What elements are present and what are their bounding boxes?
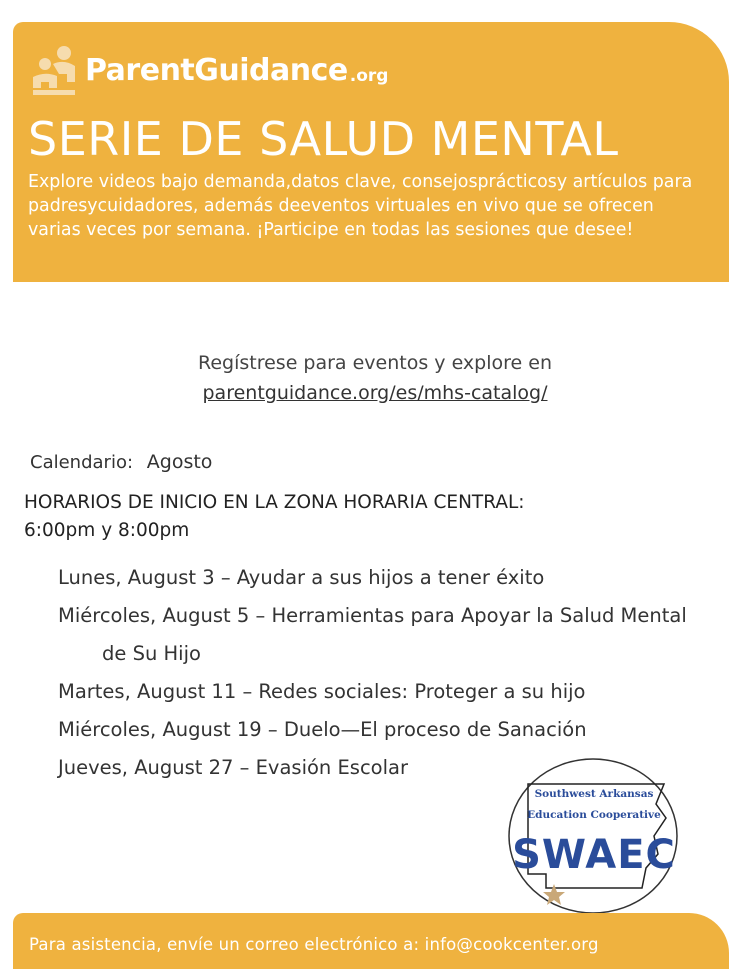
list-item: Miércoles, August 19 – Duelo—El proceso de Sanación (58, 718, 587, 741)
start-times-values: 6:00pm y 8:00pm (24, 520, 190, 541)
calendar-line (30, 451, 212, 473)
intro-paragraph: Explore videos bajo demanda,datos clave, consejosprácticosy artículos para padresycuidadores, además deeventos virtuales en vivo que se ofrecen varias veces por semana. ¡Participe en todas las sesiones que desee! (28, 172, 693, 240)
family-icon (31, 44, 79, 96)
badge-line-2: Education Cooperative (527, 809, 661, 821)
list-item: Martes, August 11 – Redes sociales: Proteger a su hijo (58, 680, 586, 703)
badge-line-1: Southwest Arkansas (534, 788, 654, 800)
badge-acronym: SWAEC (512, 832, 676, 878)
list-item: Lunes, August 3 – Ayudar a sus hijos a tener éxito (58, 566, 545, 589)
footer-banner (13, 913, 729, 969)
start-times (24, 489, 724, 545)
header-banner (13, 22, 729, 282)
list-item-continuation: de Su Hijo (102, 642, 201, 665)
calendar-label: Calendario: (30, 452, 134, 473)
footer-contact: Para asistencia, envíe un correo electrónico a: info@cookcenter.org (29, 935, 599, 954)
logo-name: ParentGuidance (85, 52, 348, 88)
logo-tld: .org (349, 66, 389, 86)
swaec-badge (506, 756, 680, 916)
parentguidance-logo[interactable] (31, 42, 388, 98)
register-text: Regístrese para eventos y explore en (197, 352, 552, 374)
list-item: Jueves, August 27 – Evasión Escolar (58, 756, 408, 779)
catalog-link[interactable]: parentguidance.org/es/mhs-catalog/ (202, 382, 548, 404)
list-item: Miércoles, August 5 – Herramientas para Apoyar la Salud Mental (58, 604, 687, 627)
page-title: SERIE DE SALUD MENTAL (28, 112, 619, 166)
calendar-month: Agosto (146, 451, 213, 473)
start-times-heading: HORARIOS DE INICIO EN LA ZONA HORARIA CENTRAL: (24, 492, 525, 513)
